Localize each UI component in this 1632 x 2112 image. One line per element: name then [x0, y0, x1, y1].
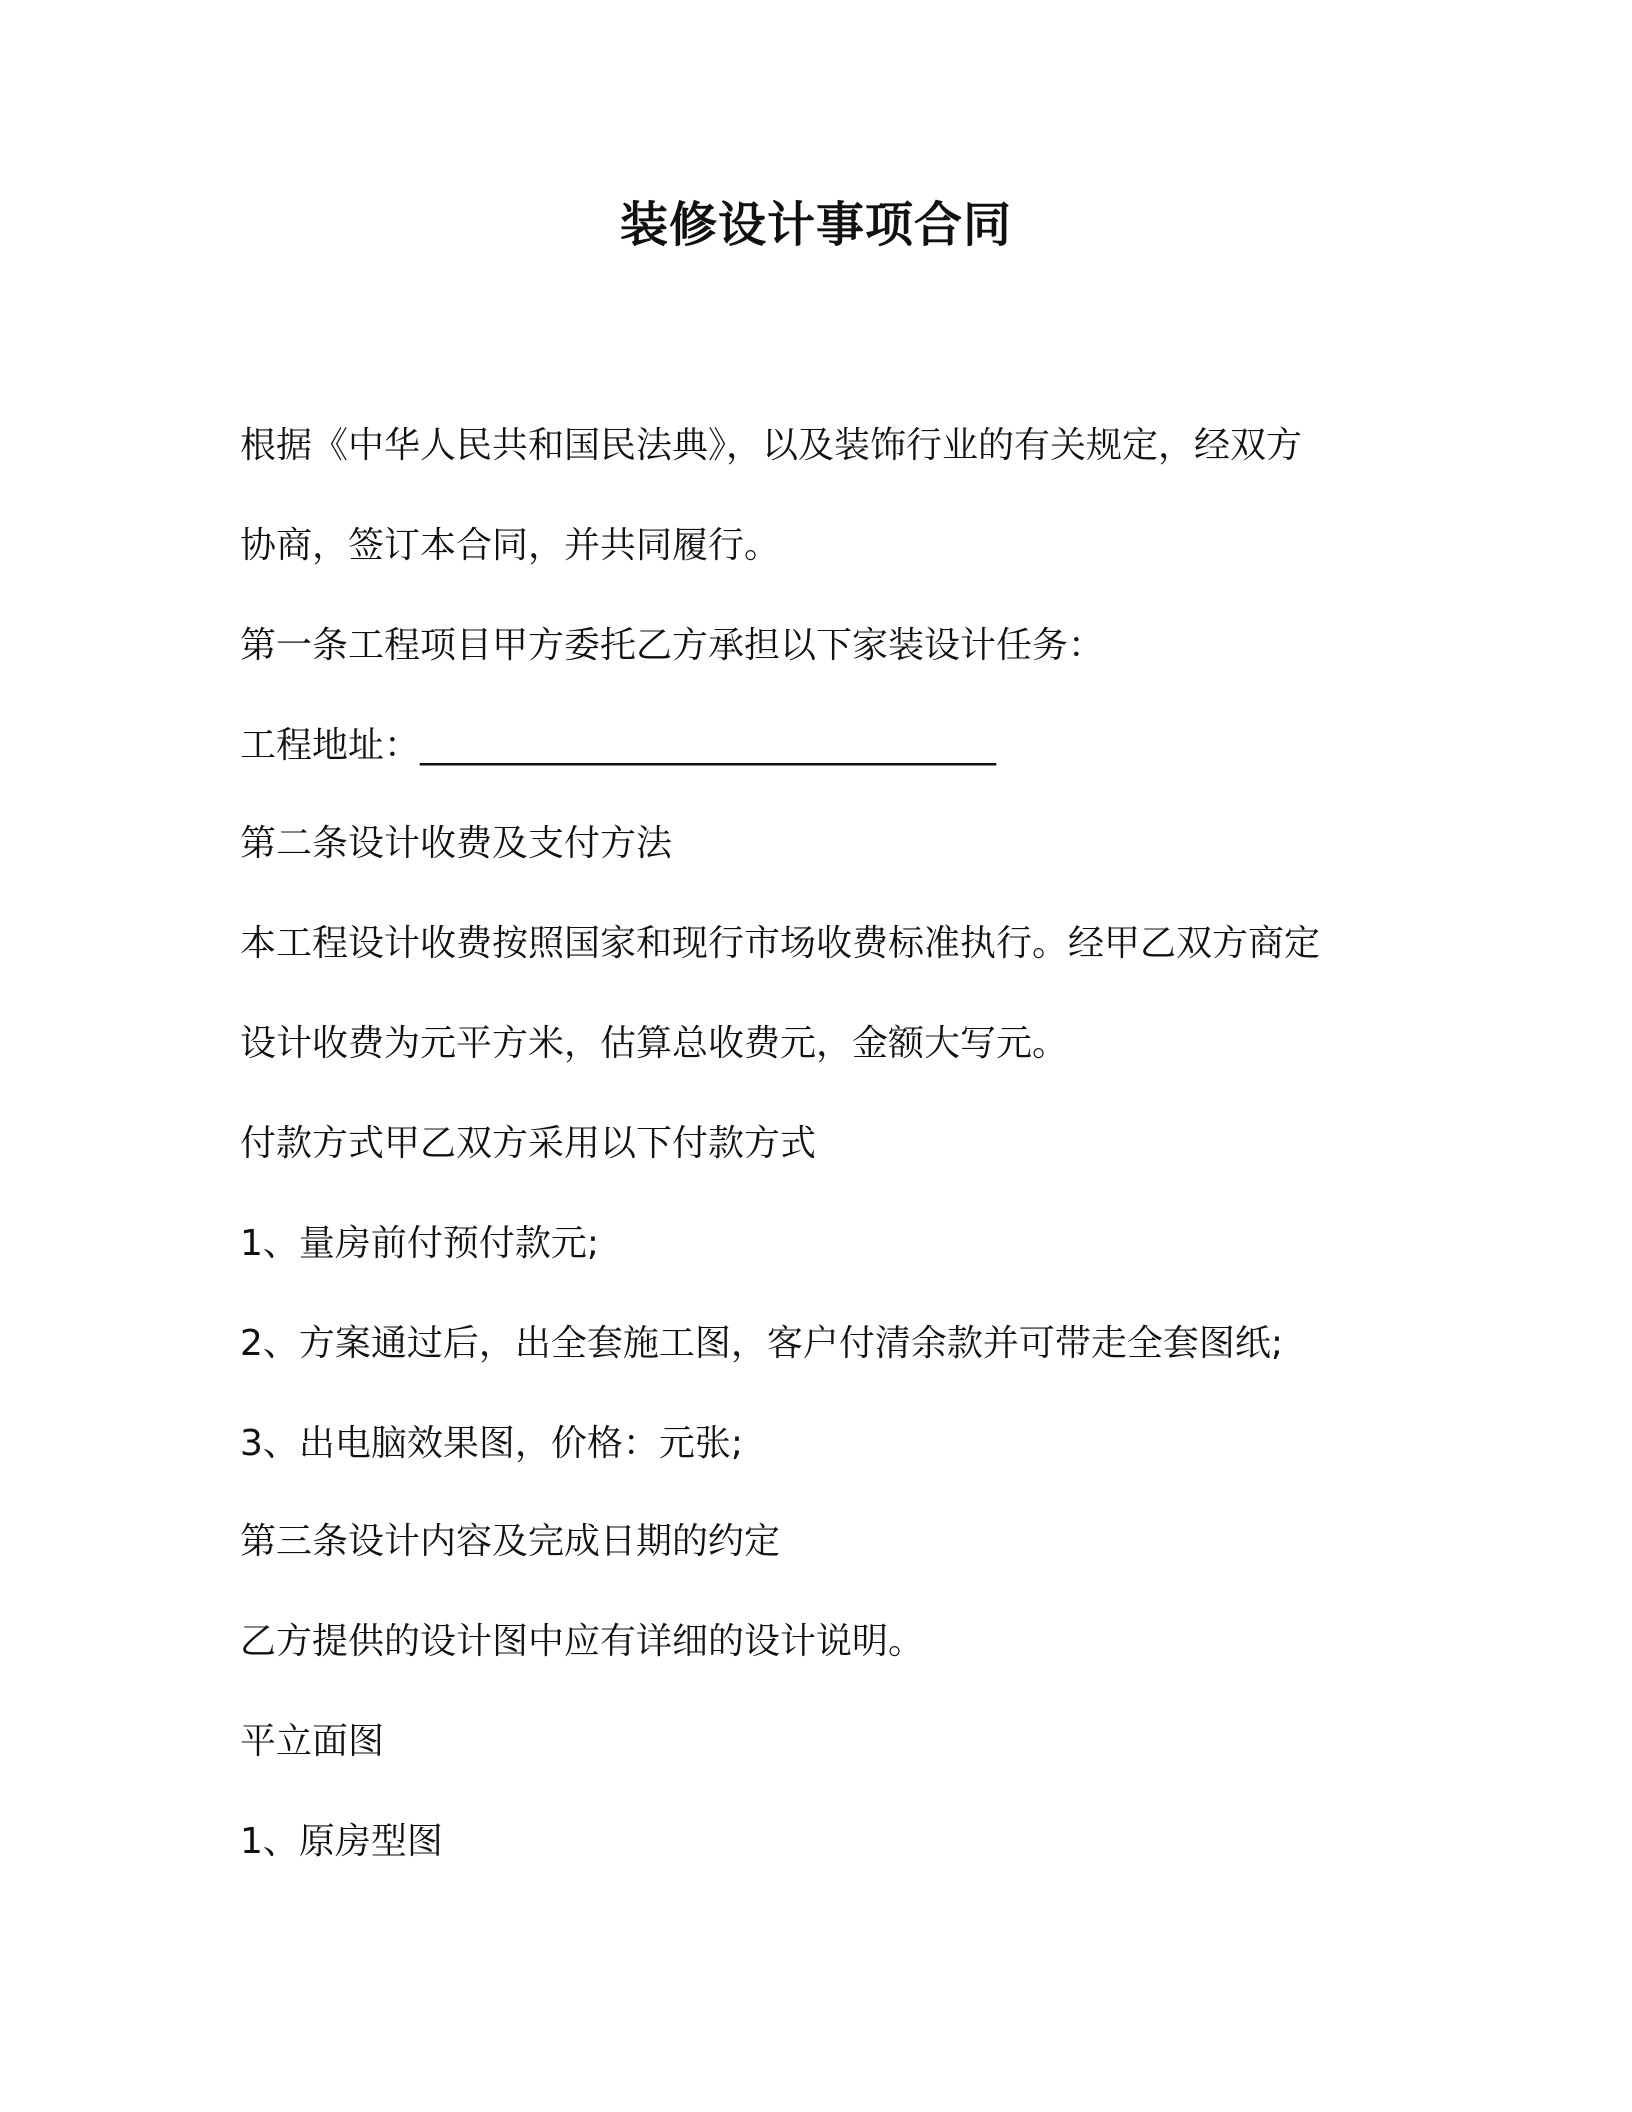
- drawing-item-1: 1、原房型图: [240, 1821, 443, 1862]
- fee-standard-line-1: 本工程设计收费按照国家和现行市场收费标准执行。经甲乙双方商定: [240, 923, 1321, 964]
- article-2-heading: 第二条设计收费及支付方法: [240, 823, 673, 864]
- intro-line-2: 协商，签订本合同，并共同履行。: [240, 525, 781, 566]
- document-title: 装修设计事项合同: [619, 197, 1012, 253]
- payment-method-heading: 付款方式甲乙双方采用以下付款方式: [240, 1123, 817, 1164]
- article-1-heading: 第一条工程项目甲方委托乙方承担以下家装设计任务：: [240, 625, 1105, 666]
- article-3-heading: 第三条设计内容及完成日期的约定: [240, 1521, 781, 1562]
- payment-item-1: 1、量房前付预付款元;: [240, 1223, 600, 1264]
- payment-item-3: 3、出电脑效果图，价格：元张;: [240, 1423, 744, 1464]
- plan-elevation-heading: 平立面图: [240, 1721, 385, 1762]
- intro-line-1: 根据《中华人民共和国民法典》，以及装饰行业的有关规定，经双方: [240, 425, 1303, 466]
- payment-item-2: 2、方案通过后，出全套施工图，客户付清余款并可带走全套图纸;: [240, 1323, 1284, 1364]
- project-address-field: 工程地址：________________________________: [240, 725, 997, 766]
- fee-standard-line-2: 设计收费为元平方米，估算总收费元，金额大写元。: [240, 1023, 1069, 1064]
- design-description-line: 乙方提供的设计图中应有详细的设计说明。: [240, 1621, 925, 1662]
